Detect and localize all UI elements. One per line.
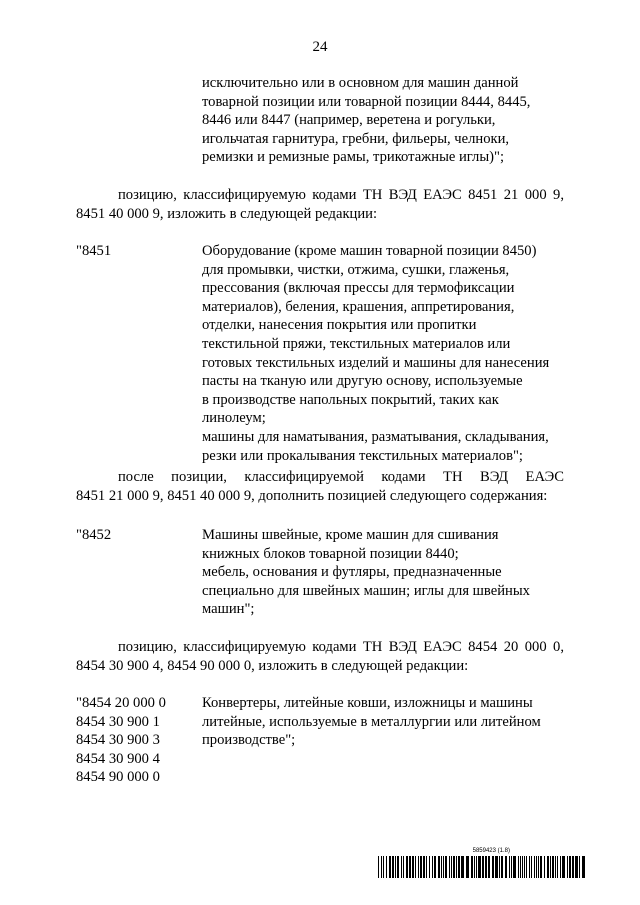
tariff-code: 8454 30 900 4 (76, 750, 160, 767)
text-line: машины для наматывания, разматывания, складывания, (202, 428, 549, 445)
description-column (202, 242, 564, 465)
text-line: исключительно или в основном для машин данной (202, 75, 519, 91)
instruction-paragraph-3 (76, 638, 564, 675)
text-line: готовых текстильных изделий и машины для нанесения (202, 354, 550, 371)
text-line: отделки, нанесения покрытия или пропитки (202, 317, 477, 334)
tariff-code: "8451 (76, 243, 112, 259)
text-line: прессования (включая прессы для термофиксации (202, 280, 515, 297)
description-column (202, 74, 564, 167)
tariff-code: "8452 (76, 527, 112, 543)
page-number: 24 (312, 39, 328, 55)
text-line: 8446 или 8447 (например, веретена и рогульки, (202, 112, 496, 129)
barcode-label: 5859423 (1.8) (472, 848, 510, 854)
paragraph-line: 8451 21 000 9, 8451 40 000 9, дополнить позицией следующего содержания: (76, 487, 548, 504)
document-footer (378, 848, 588, 878)
text-line: литейные, используемые в металлургии или литейном (202, 713, 541, 730)
text-line: Машины швейные, кроме машин для сшивания (202, 527, 499, 543)
entry-8454 (76, 694, 564, 787)
tariff-code: 8454 30 900 3 (76, 732, 160, 749)
code-column (76, 242, 202, 465)
paragraph-line: позицию, классифицируемую кодами ТН ВЭД ЕАЭС 8451 21 000 9, (118, 187, 564, 203)
description-column (202, 526, 564, 619)
instruction-paragraph-1 (76, 186, 564, 223)
code-column-empty (76, 74, 202, 167)
paragraph-line: после позиции, классифицируемой кодами ТН ВЭД ЕАЭС (118, 469, 564, 485)
text-line: Оборудование (кроме машин товарной позиции 8450) (202, 243, 537, 259)
text-line: в производстве напольных покрытий, таких как (202, 391, 499, 408)
text-line: производстве"; (202, 732, 296, 749)
continuation-block (76, 74, 564, 167)
text-line: мебель, основания и футляры, предназначенные (202, 564, 502, 581)
tariff-code: "8454 20 000 0 (76, 695, 166, 711)
tariff-code: 8454 90 000 0 (76, 769, 160, 786)
paragraph-line: 8451 40 000 9, изложить в следующей редакции: (76, 205, 378, 222)
paragraph-line: 8454 30 900 4, 8454 90 000 0, изложить в следующей редакции: (76, 657, 469, 674)
barcode-icon (378, 856, 588, 878)
entry-8451 (76, 242, 564, 465)
text-line: специально для швейных машин; иглы для швейных (202, 582, 530, 599)
code-column (76, 694, 202, 787)
text-line: машин"; (202, 601, 255, 618)
code-column (76, 526, 202, 619)
text-line: текстильной пряжи, текстильных материалов или (202, 335, 511, 352)
text-line: ремизки и ремизные рамы, трикотажные иглы)"; (202, 149, 505, 166)
instruction-paragraph-2 (76, 468, 564, 505)
text-line: товарной позиции или товарной позиции 8444, 8445, (202, 93, 531, 110)
text-line: резки или прокалывания текстильных материалов"; (202, 447, 523, 464)
text-line: материалов), беления, крашения, аппретирования, (202, 298, 515, 315)
text-line: пасты на тканую или другую основу, используемые (202, 373, 523, 390)
text-line: игольчатая гарнитура, гребни, фильеры, челноки, (202, 130, 510, 147)
entry-8452 (76, 526, 564, 619)
text-line: книжных блоков товарной позиции 8440; (202, 545, 459, 562)
description-column (202, 694, 564, 787)
paragraph-line: позицию, классифицируемую кодами ТН ВЭД ЕАЭС 8454 20 000 0, (118, 639, 564, 655)
text-line: Конвертеры, литейные ковши, изложницы и машины (202, 695, 533, 711)
text-line: для промывки, чистки, отжима, сушки, глаженья, (202, 261, 510, 278)
tariff-code: 8454 30 900 1 (76, 713, 160, 730)
text-line: линолеум; (202, 410, 266, 427)
